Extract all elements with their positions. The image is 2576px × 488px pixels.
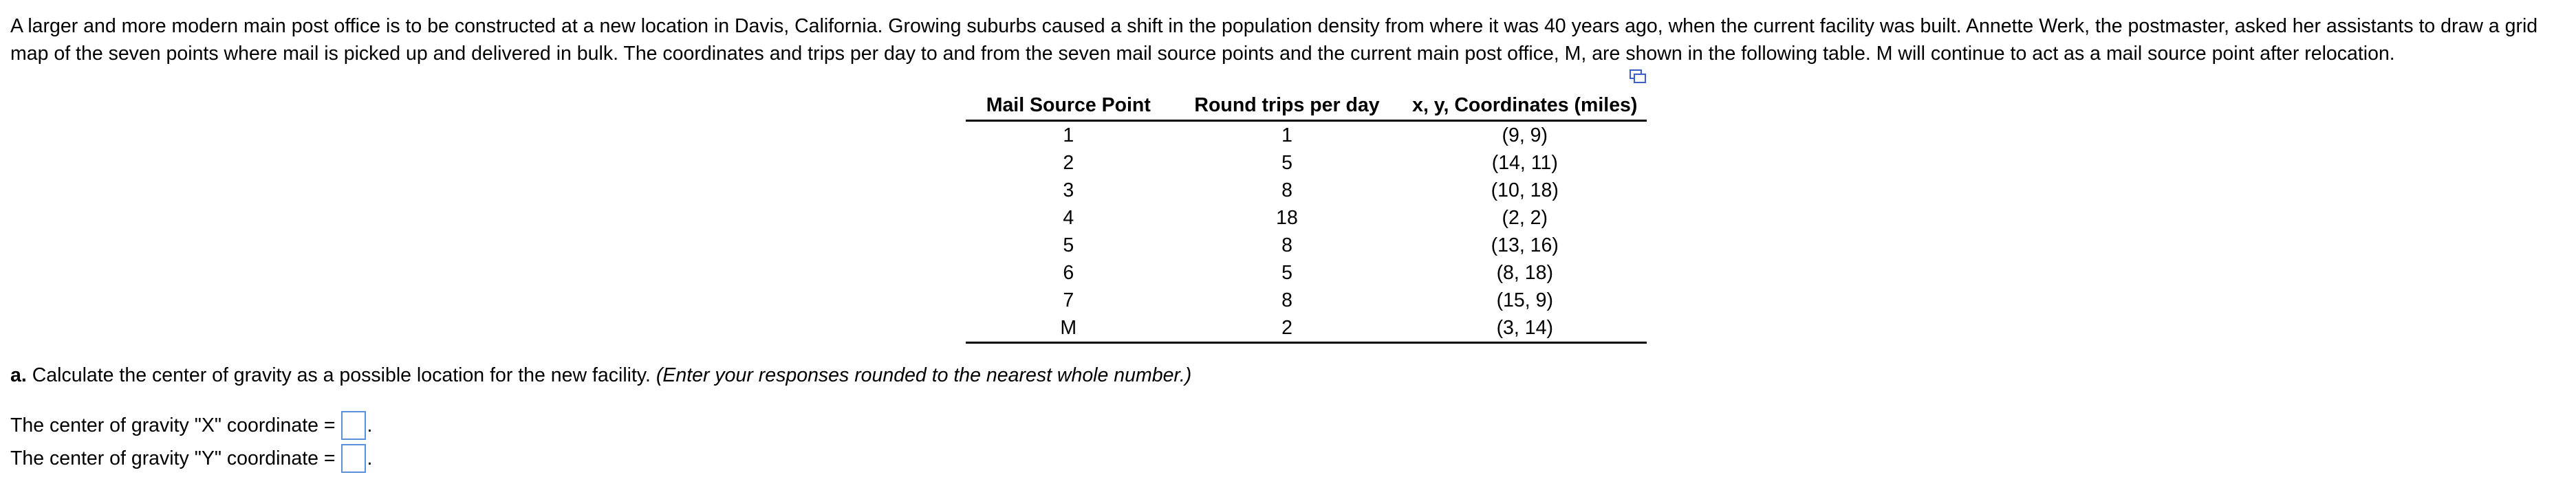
answer-x-label: The center of gravity "X" coordinate =: [10, 414, 336, 436]
cell-trips: 18: [1276, 206, 1298, 229]
cell-trips: 1: [1281, 124, 1292, 146]
table-row: [966, 232, 1647, 259]
cell-point: 1: [1063, 124, 1074, 146]
table-row: [966, 121, 1647, 150]
cell-coords: (15, 9): [1496, 289, 1553, 311]
cell-trips: 5: [1281, 261, 1292, 284]
cell-coords: (3, 14): [1403, 314, 1647, 343]
table-row: [966, 204, 1647, 232]
table-row: [966, 259, 1647, 287]
cell-coords: (8, 18): [1496, 261, 1553, 284]
cell-trips: 2: [1171, 314, 1403, 343]
question-instruction: (Enter your responses rounded to the nearest whole number.): [656, 364, 1192, 386]
answer-y-period: .: [367, 447, 373, 469]
table-row: [966, 149, 1647, 177]
cell-coords: (14, 11): [1491, 151, 1558, 174]
copy-table-icon[interactable]: [1629, 69, 1647, 84]
cell-coords: (9, 9): [1502, 124, 1548, 146]
header-coordinates: x, y, Coordinates (miles): [1403, 91, 1647, 121]
center-of-gravity-x-input[interactable]: [341, 411, 366, 440]
answer-x-line: [10, 411, 372, 440]
cell-trips: 8: [1281, 179, 1292, 201]
cell-point: 3: [1063, 179, 1074, 201]
table-header-row: [966, 91, 1647, 121]
answer-y-line: [10, 444, 372, 473]
question-part-label: a.: [10, 364, 27, 386]
question-text: Calculate the center of gravity as a possible location for the new facility.: [26, 364, 656, 386]
cell-coords: (13, 16): [1491, 234, 1559, 256]
cell-trips: 8: [1281, 289, 1292, 311]
center-of-gravity-y-input[interactable]: [341, 444, 366, 473]
table-row: [966, 177, 1647, 204]
cell-point: 5: [1063, 234, 1074, 256]
cell-point: 4: [1063, 206, 1074, 229]
cell-point: 2: [1063, 151, 1074, 174]
answer-y-label: The center of gravity "Y" coordinate =: [10, 447, 336, 469]
cell-coords: (10, 18): [1491, 179, 1559, 201]
header-mail-source-point: Mail Source Point: [966, 91, 1171, 121]
cell-trips: 5: [1281, 151, 1292, 174]
question-a: [10, 362, 1191, 389]
mail-source-table: [966, 91, 1647, 344]
table-row: [966, 314, 1647, 343]
cell-trips: 8: [1281, 234, 1292, 256]
answer-x-period: .: [367, 414, 373, 436]
cell-point: 6: [1063, 261, 1074, 284]
header-round-trips: Round trips per day: [1171, 91, 1403, 121]
table-row: [966, 287, 1647, 314]
cell-point: M: [966, 314, 1171, 343]
cell-coords: (2, 2): [1502, 206, 1548, 229]
problem-intro: A larger and more modern main post office is to be constructed at a new location in Davis, California. Growing suburbs caused a shift in the population density from where it was 40 years ago, when the current facility was built. Annette Werk, the postmaster, asked her assistants to draw a grid map of the seven points where mail is picked up and delivered in bulk. The coordinates and trips per day to and from the seven mail source points and the current main post office, M, are shown in the following table. M will continue to act as a mail source point after relocation.: [10, 15, 2538, 65]
cell-point: 7: [1063, 289, 1074, 311]
